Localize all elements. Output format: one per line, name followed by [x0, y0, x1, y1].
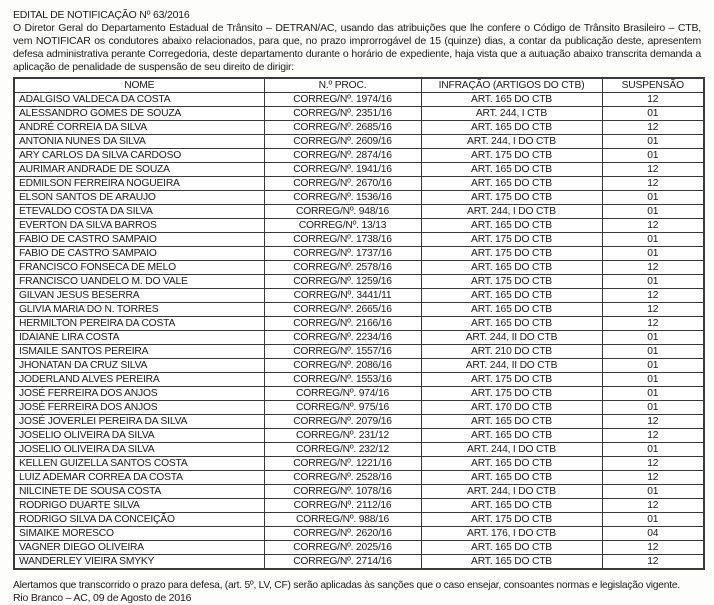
cell-infracao: ART. 165 DO CTB [421, 261, 602, 275]
cell-infracao: ART. 165 DO CTB [421, 471, 602, 485]
cell-suspensao: 12 [602, 121, 704, 135]
cell-infracao: ART. 244, I DO CTB [421, 485, 602, 499]
table-row [14, 499, 704, 513]
cell-proc: CORREG/Nº. 1221/16 [264, 457, 421, 471]
cell-infracao: ART. 165 DO CTB [421, 429, 602, 443]
table-body [14, 93, 704, 570]
table-row [14, 471, 704, 485]
cell-nome: ETEVALDO COSTA DA SILVA [14, 205, 264, 219]
cell-nome: FRANCISCO FONSECA DE MELO [14, 261, 264, 275]
cell-nome: JOSELIO OLIVEIRA DA SILVA [14, 443, 264, 457]
cell-nome: FABIO DE CASTRO SAMPAIO [14, 247, 264, 261]
table-row [14, 345, 704, 359]
table-row [14, 541, 704, 555]
cell-infracao: ART. 175 DO CTB [421, 373, 602, 387]
cell-proc: CORREG/Nº. 948/16 [264, 205, 421, 219]
cell-proc: CORREG/Nº. 1738/16 [264, 233, 421, 247]
cell-infracao: ART. 165 DO CTB [421, 303, 602, 317]
cell-suspensao: 01 [602, 149, 704, 163]
cell-suspensao: 12 [602, 415, 704, 429]
cell-proc: CORREG/Nº. 3441/11 [264, 289, 421, 303]
cell-suspensao: 12 [602, 163, 704, 177]
cell-suspensao: 12 [602, 499, 704, 513]
cell-nome: AURIMAR ANDRADE DE SOUZA [14, 163, 264, 177]
cell-proc: CORREG/Nº. 2670/16 [264, 177, 421, 191]
table-row [14, 149, 704, 163]
column-header-suspensao: SUSPENSÃO [602, 78, 704, 93]
table-row [14, 135, 704, 149]
cell-proc: CORREG/Nº. 1259/16 [264, 275, 421, 289]
cell-infracao: ART. 165 DO CTB [421, 289, 602, 303]
column-header-infracao: INFRAÇÃO (ARTIGOS DO CTB) [421, 78, 602, 93]
cell-nome: ISMAILE SANTOS PEREIRA [14, 345, 264, 359]
cell-proc: CORREG/Nº. 1078/16 [264, 485, 421, 499]
table-row [14, 527, 704, 541]
cell-proc: CORREG/Nº. 2025/16 [264, 541, 421, 555]
cell-infracao: ART. 165 DO CTB [421, 415, 602, 429]
cell-proc: CORREG/Nº. 2685/16 [264, 121, 421, 135]
cell-suspensao: 01 [602, 275, 704, 289]
cell-proc: CORREG/Nº. 1941/16 [264, 163, 421, 177]
cell-nome: VAGNER DIEGO OLIVEIRA [14, 541, 264, 555]
cell-proc: CORREG/Nº. 2112/16 [264, 499, 421, 513]
cell-infracao: ART. 165 DO CTB [421, 555, 602, 570]
table-row [14, 359, 704, 373]
cell-infracao: ART. 244, I DO CTB [421, 205, 602, 219]
table-row [14, 261, 704, 275]
cell-infracao: ART. 244, II DO CTB [421, 331, 602, 345]
cell-proc: CORREG/Nº. 2166/16 [264, 317, 421, 331]
cell-infracao: ART. 165 DO CTB [421, 163, 602, 177]
table-row [14, 387, 704, 401]
cell-nome: JOSÉ FERREIRA DOS ANJOS [14, 387, 264, 401]
cell-infracao: ART. 165 DO CTB [421, 93, 602, 107]
table-row [14, 289, 704, 303]
table-row [14, 177, 704, 191]
cell-proc: CORREG/Nº. 232/12 [264, 443, 421, 457]
table-row [14, 373, 704, 387]
cell-suspensao: 01 [602, 135, 704, 149]
notification-table [13, 77, 705, 570]
cell-proc: CORREG/Nº. 2874/16 [264, 149, 421, 163]
cell-nome: GLIVIA MARIA DO N. TORRES [14, 303, 264, 317]
cell-nome: ARY CARLOS DA SILVA CARDOSO [14, 149, 264, 163]
cell-nome: FABIO DE CASTRO SAMPAIO [14, 233, 264, 247]
cell-nome: WANDERLEY VIEIRA SMYKY [14, 555, 264, 570]
cell-nome: ELSON SANTOS DE ARAUJO [14, 191, 264, 205]
table-row [14, 513, 704, 527]
cell-infracao: ART. 175 DO CTB [421, 191, 602, 205]
cell-proc: CORREG/Nº. 231/12 [264, 429, 421, 443]
cell-infracao: ART. 175 DO CTB [421, 149, 602, 163]
cell-infracao: ART. 244, I DO CTB [421, 443, 602, 457]
cell-proc: CORREG/Nº. 1553/16 [264, 373, 421, 387]
cell-proc: CORREG/Nº. 2079/16 [264, 415, 421, 429]
table-row [14, 401, 704, 415]
cell-infracao: ART. 244, I CTB [421, 107, 602, 121]
intro-paragraph: O Diretor Geral do Departamento Estadual de Trânsito – DETRAN/AC, usando das atribuições que lhe confere o Código de Trânsito Brasileiro – CTB, vem NOTIFICAR os condutores abaixo relacionados, para que, no prazo improrrogável de 15 (quinze) dias, a contar da publicação deste, apresentem defesa administrativa perante Corregedoria, deste departamento durante o horário de expediente, haja vista que a autuação abaixo transcrita demanda a aplicação de penalidade de suspensão de seu direito de dirigir: [13, 22, 701, 73]
cell-suspensao: 12 [602, 317, 704, 331]
cell-proc: CORREG/Nº. 2665/16 [264, 303, 421, 317]
dateline: Rio Branco – AC, 09 de Agosto de 2016 [13, 592, 192, 604]
table-row [14, 555, 704, 570]
cell-suspensao: 12 [602, 93, 704, 107]
cell-proc: CORREG/Nº. 988/16 [264, 513, 421, 527]
table-row [14, 121, 704, 135]
cell-nome: NILCINETE DE SOUSA COSTA [14, 485, 264, 499]
cell-suspensao: 01 [602, 387, 704, 401]
table-row [14, 331, 704, 345]
cell-suspensao: 12 [602, 457, 704, 471]
cell-nome: RODRIGO DUARTE SILVA [14, 499, 264, 513]
cell-suspensao: 04 [602, 527, 704, 541]
cell-suspensao: 12 [602, 541, 704, 555]
cell-suspensao: 12 [602, 429, 704, 443]
cell-proc: CORREG/Nº. 2578/16 [264, 261, 421, 275]
cell-suspensao: 01 [602, 359, 704, 373]
cell-suspensao: 01 [602, 373, 704, 387]
cell-nome: ANDRÉ CORREIA DA SILVA [14, 121, 264, 135]
cell-suspensao: 01 [602, 401, 704, 415]
cell-suspensao: 12 [602, 177, 704, 191]
cell-infracao: ART. 176, I DO CTB [421, 527, 602, 541]
table-row [14, 275, 704, 289]
table-row [14, 163, 704, 177]
cell-proc: CORREG/Nº. 2351/16 [264, 107, 421, 121]
cell-proc: CORREG/Nº. 975/16 [264, 401, 421, 415]
table-row [14, 317, 704, 331]
cell-proc: CORREG/Nº. 2714/16 [264, 555, 421, 570]
table-row [14, 107, 704, 121]
cell-infracao: ART. 175 DO CTB [421, 387, 602, 401]
cell-nome: JOSÉ FERREIRA DOS ANJOS [14, 401, 264, 415]
cell-infracao: ART. 175 DO CTB [421, 247, 602, 261]
cell-infracao: ART. 170 DO CTB [421, 401, 602, 415]
cell-suspensao: 01 [602, 345, 704, 359]
table-row [14, 429, 704, 443]
cell-infracao: ART. 244, II DO CTB [421, 359, 602, 373]
cell-suspensao: 01 [602, 107, 704, 121]
cell-infracao: ART. 165 DO CTB [421, 219, 602, 233]
cell-nome: JHONATAN DA CRUZ SILVA [14, 359, 264, 373]
cell-infracao: ART. 175 DO CTB [421, 233, 602, 247]
cell-suspensao: 12 [602, 471, 704, 485]
table-row [14, 205, 704, 219]
cell-suspensao: 01 [602, 191, 704, 205]
cell-suspensao: 01 [602, 443, 704, 457]
cell-nome: SIMAIKE MORESCO [14, 527, 264, 541]
warning-paragraph: Alertamos que transcorrido o prazo para defesa, (art. 5º, LV, CF) serão aplicadas às sanções que o caso ensejar, consoantes normas e legislação vigente. [13, 580, 680, 591]
table-row [14, 191, 704, 205]
cell-nome: IDAIANE LIRA COSTA [14, 331, 264, 345]
cell-infracao: ART. 165 DO CTB [421, 499, 602, 513]
cell-nome: FRANCISCO UANDELO M. DO VALE [14, 275, 264, 289]
cell-nome: ADALGISO VALDECA DA COSTA [14, 93, 264, 107]
cell-nome: LUIZ ADEMAR CORREA DA COSTA [14, 471, 264, 485]
table-row [14, 219, 704, 233]
table-row [14, 233, 704, 247]
table-row [14, 303, 704, 317]
cell-nome: GILVAN JESUS BESERRA [14, 289, 264, 303]
cell-proc: CORREG/Nº. 1974/16 [264, 93, 421, 107]
cell-proc: CORREG/Nº. 2620/16 [264, 527, 421, 541]
cell-nome: JODERLAND ALVES PEREIRA [14, 373, 264, 387]
cell-nome: KELLEN GUIZELLA SANTOS COSTA [14, 457, 264, 471]
document-title: EDITAL DE NOTIFICAÇÃO Nº 63/2016 [13, 9, 190, 21]
cell-suspensao: 01 [602, 233, 704, 247]
cell-proc: CORREG/Nº. 1737/16 [264, 247, 421, 261]
table-header-row [14, 78, 704, 93]
table-row [14, 457, 704, 471]
cell-proc: CORREG/Nº. 2528/16 [264, 471, 421, 485]
cell-suspensao: 12 [602, 555, 704, 570]
cell-nome: JOSÉ JOVERLEI PEREIRA DA SILVA [14, 415, 264, 429]
table-row [14, 93, 704, 107]
cell-suspensao: 12 [602, 303, 704, 317]
cell-suspensao: 01 [602, 205, 704, 219]
cell-nome: EVERTON DA SILVA BARROS [14, 219, 264, 233]
table-row [14, 485, 704, 499]
cell-infracao: ART. 165 DO CTB [421, 317, 602, 331]
cell-nome: RODRIGO SILVA DA CONCEIÇÃO [14, 513, 264, 527]
cell-proc: CORREG/Nº. 2609/16 [264, 135, 421, 149]
cell-infracao: ART. 175 DO CTB [421, 275, 602, 289]
cell-suspensao: 01 [602, 247, 704, 261]
cell-nome: JOSELIO OLIVEIRA DA SILVA [14, 429, 264, 443]
cell-nome: ANTONIA NUNES DA SILVA [14, 135, 264, 149]
cell-infracao: ART. 165 DO CTB [421, 121, 602, 135]
cell-infracao: ART. 175 DO CTB [421, 513, 602, 527]
table-row [14, 443, 704, 457]
cell-proc: CORREG/Nº. 2086/16 [264, 359, 421, 373]
cell-suspensao: 01 [602, 513, 704, 527]
cell-infracao: ART. 244, I DO CTB [421, 135, 602, 149]
table-row [14, 247, 704, 261]
cell-infracao: ART. 165 DO CTB [421, 457, 602, 471]
column-header-nome: NOME [14, 78, 264, 93]
cell-proc: CORREG/Nº. 13/13 [264, 219, 421, 233]
cell-proc: CORREG/Nº. 1557/16 [264, 345, 421, 359]
cell-proc: CORREG/Nº. 1536/16 [264, 191, 421, 205]
cell-suspensao: 01 [602, 331, 704, 345]
cell-nome: HERMILTON PEREIRA DA COSTA [14, 317, 264, 331]
column-header-proc: N.º PROC. [264, 78, 421, 93]
cell-suspensao: 12 [602, 219, 704, 233]
cell-infracao: ART. 210 DO CTB [421, 345, 602, 359]
cell-nome: ALESSANDRO GOMES DE SOUZA [14, 107, 264, 121]
cell-suspensao: 12 [602, 261, 704, 275]
cell-infracao: ART. 165 DO CTB [421, 177, 602, 191]
cell-proc: CORREG/Nº. 2234/16 [264, 331, 421, 345]
cell-suspensao: 12 [602, 289, 704, 303]
table-row [14, 415, 704, 429]
cell-nome: EDMILSON FERREIRA NOGUEIRA [14, 177, 264, 191]
cell-proc: CORREG/Nº. 974/16 [264, 387, 421, 401]
cell-suspensao: 01 [602, 485, 704, 499]
cell-infracao: ART. 165 DO CTB [421, 541, 602, 555]
